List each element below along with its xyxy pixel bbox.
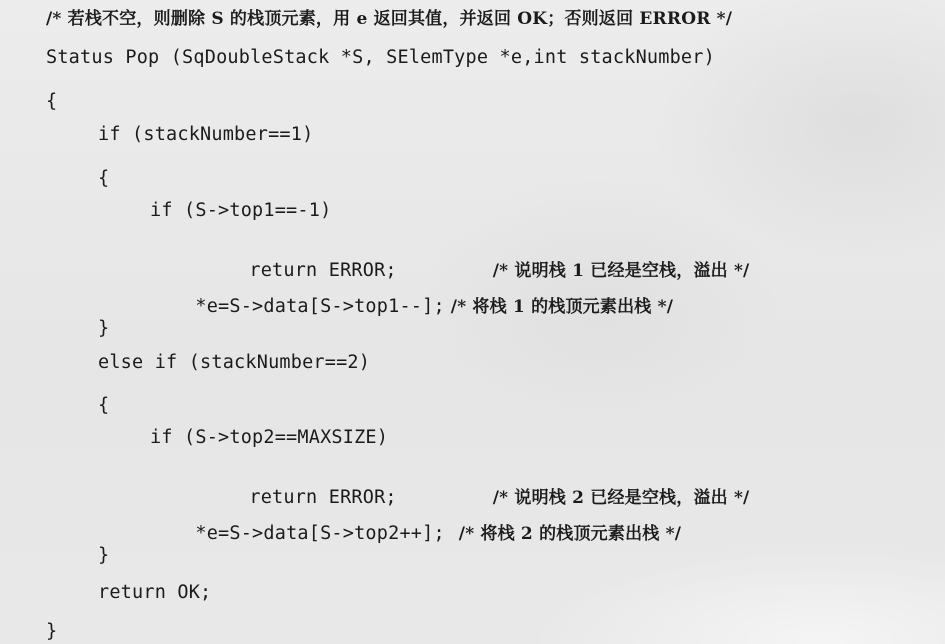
if-stack-one-condition: if (stackNumber==1) (98, 124, 314, 145)
pop-stack-two-code: *e=S->data[S->top2++]; (195, 523, 445, 544)
if-top1-empty-condition: if (S->top1==-1) (150, 200, 332, 221)
brace-open-if-one: { (98, 168, 110, 189)
pop-stack-one-comment: /* 将栈 1 的栈顶元素出栈 */ (450, 297, 674, 317)
brace-close-if-two: } (98, 545, 110, 566)
return-error-code-two: return ERROR; (249, 487, 397, 508)
brace-close-if-one: } (98, 318, 110, 339)
pop-stack-one-code: *e=S->data[S->top1--]; (195, 296, 445, 317)
else-if-stack-two-condition: else if (stackNumber==2) (98, 352, 371, 373)
brace-close-function: } (46, 621, 58, 642)
function-signature: Status Pop (SqDoubleStack *S, SElemType *e,int stackNumber) (46, 47, 715, 68)
stack-one-empty-comment: /* 说明栈 1 已经是空栈，溢出 */ (492, 261, 750, 281)
brace-open-if-two: { (98, 395, 110, 416)
header-comment: /* 若栈不空，则删除 S 的栈顶元素，用 e 返回其值，并返回 OK；否则返回 ERROR */ (46, 9, 733, 29)
stack-two-empty-comment: /* 说明栈 2 已经是空栈，溢出 */ (492, 488, 750, 508)
return-error-code-one: return ERROR; (249, 260, 397, 281)
pop-stack-two-comment: /* 将栈 2 的栈顶元素出栈 */ (458, 524, 682, 544)
brace-open-function: { (46, 91, 58, 112)
if-top2-maxsize-condition: if (S->top2==MAXSIZE) (150, 427, 389, 448)
return-ok-line: return OK; (98, 582, 212, 603)
